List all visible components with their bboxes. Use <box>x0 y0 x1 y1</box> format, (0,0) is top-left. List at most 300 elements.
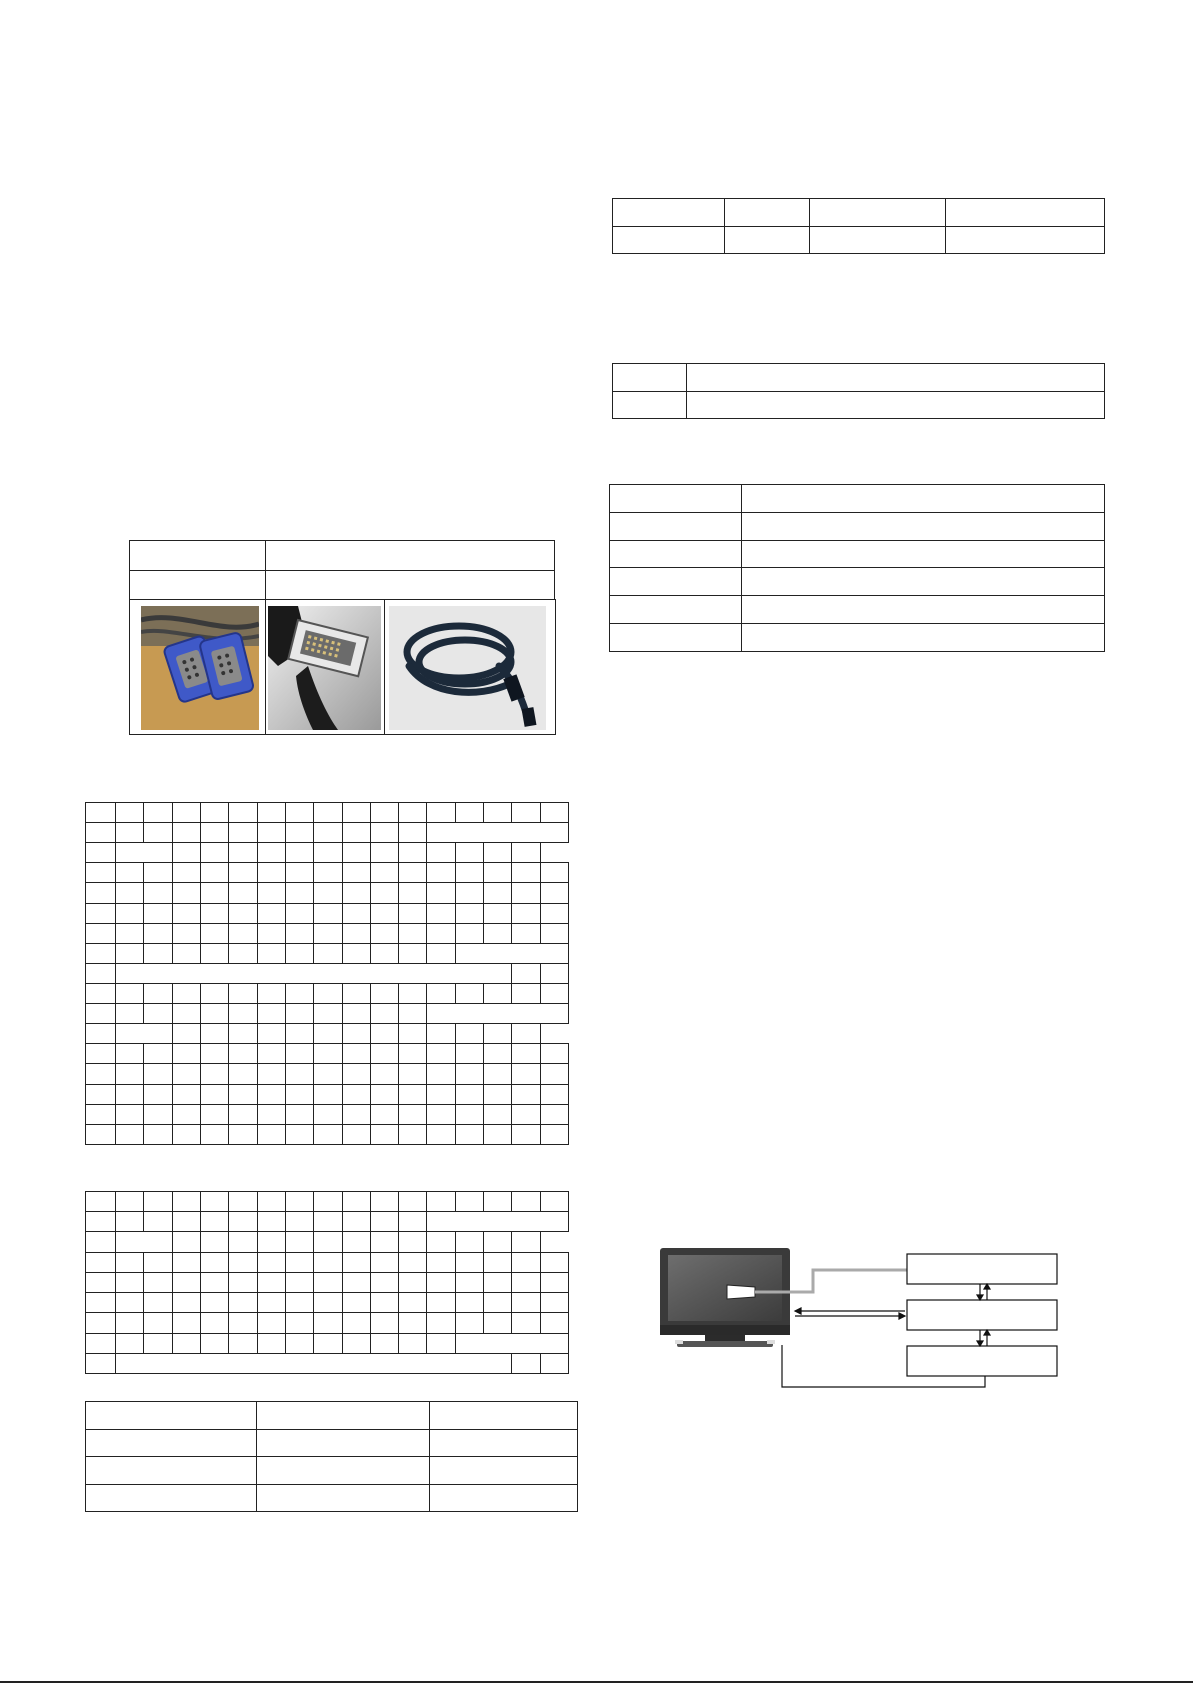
table-cell <box>484 903 512 923</box>
table-cell <box>285 923 313 943</box>
table-cell <box>86 823 116 843</box>
table-cell <box>285 1232 313 1252</box>
table-cell <box>229 1084 257 1104</box>
table-cell <box>285 1272 313 1292</box>
table-cell <box>116 843 173 863</box>
table-cell <box>200 843 228 863</box>
table-cell <box>200 1252 228 1272</box>
table-cell <box>613 391 687 419</box>
table-cell <box>130 570 266 600</box>
table-cell <box>172 923 200 943</box>
table-cell <box>370 1212 398 1232</box>
table-cell <box>314 863 342 883</box>
table-cell <box>172 903 200 923</box>
table-cell <box>86 1104 116 1124</box>
table-cell <box>172 1104 200 1124</box>
table-cell <box>342 1293 370 1313</box>
table-cell <box>314 823 342 843</box>
table-cell <box>399 1064 427 1084</box>
table-cell <box>399 983 427 1003</box>
table-cell <box>285 903 313 923</box>
table-cell <box>86 1402 257 1430</box>
table-cell <box>370 943 398 963</box>
pin-assignment-table-1 <box>85 802 569 1145</box>
table-cell <box>285 1044 313 1064</box>
table-cell <box>342 1192 370 1212</box>
table-cell <box>370 1044 398 1064</box>
up-down-arrows-2 <box>977 1330 990 1346</box>
table-cell <box>285 883 313 903</box>
table-cell <box>342 1004 370 1024</box>
table-cell <box>144 1084 172 1104</box>
table-cell <box>86 1333 116 1353</box>
tv-controller-arrows <box>795 1308 905 1319</box>
table-cell <box>512 1084 540 1104</box>
table-cell <box>257 803 285 823</box>
table-cell <box>342 1333 370 1353</box>
table-cell <box>610 540 742 568</box>
spec-table-lower-right <box>609 484 1105 652</box>
table-cell <box>427 1313 455 1333</box>
table-cell <box>399 1104 427 1124</box>
table-cell <box>512 803 540 823</box>
table-cell <box>172 803 200 823</box>
table-cell <box>455 1192 483 1212</box>
table-cell <box>430 1402 578 1430</box>
table-cell <box>229 1104 257 1124</box>
table-cell <box>229 803 257 823</box>
table-cell <box>86 1044 116 1064</box>
table-cell <box>257 1484 430 1512</box>
table-cell <box>200 1212 228 1232</box>
table-cell <box>266 570 555 600</box>
table-cell <box>370 1252 398 1272</box>
table-cell <box>285 1313 313 1333</box>
summary-table <box>85 1401 578 1512</box>
table-cell <box>172 1084 200 1104</box>
table-cell <box>455 903 483 923</box>
table-cell <box>399 1024 427 1044</box>
table-cell <box>512 1124 540 1144</box>
table-cell <box>172 1192 200 1212</box>
table-cell <box>484 1293 512 1313</box>
table-cell <box>370 1104 398 1124</box>
table-cell <box>229 1064 257 1084</box>
table-cell <box>370 1293 398 1313</box>
table-cell <box>314 983 342 1003</box>
table-cell <box>370 803 398 823</box>
table-cell <box>484 1104 512 1124</box>
table-cell <box>512 883 540 903</box>
table-cell <box>613 364 687 392</box>
table-cell <box>427 1252 455 1272</box>
table-cell <box>342 1064 370 1084</box>
table-cell <box>455 1293 483 1313</box>
table-cell <box>430 1429 578 1457</box>
table-cell <box>946 199 1105 227</box>
table-cell <box>512 903 540 923</box>
table-cell <box>285 1192 313 1212</box>
table-cell <box>540 1044 568 1064</box>
controller-box <box>907 1300 1057 1330</box>
table-cell <box>257 923 285 943</box>
table-cell <box>742 624 1105 652</box>
table-cell <box>257 1232 285 1252</box>
table-cell <box>314 843 342 863</box>
table-cell <box>342 803 370 823</box>
table-cell <box>427 863 455 883</box>
table-cell <box>370 1124 398 1144</box>
table-cell <box>229 903 257 923</box>
page-bottom-rule <box>0 1681 1193 1683</box>
table-cell <box>285 803 313 823</box>
table-cell <box>540 1353 568 1373</box>
table-cell <box>116 1212 144 1232</box>
table-cell <box>370 823 398 843</box>
table-cell <box>742 512 1105 540</box>
table-cell <box>314 803 342 823</box>
table-cell <box>484 1252 512 1272</box>
table-cell <box>144 1192 172 1212</box>
spec-table-top-right <box>612 198 1105 254</box>
table-cell <box>370 843 398 863</box>
connection-diagram <box>655 1245 1065 1395</box>
table-cell <box>427 803 455 823</box>
table-cell <box>484 863 512 883</box>
table-cell <box>455 1064 483 1084</box>
table-cell <box>314 1004 342 1024</box>
table-cell <box>116 943 144 963</box>
table-cell <box>144 1293 172 1313</box>
table-cell <box>427 1084 455 1104</box>
table-cell <box>257 1293 285 1313</box>
table-cell <box>116 1044 144 1064</box>
table-cell <box>257 943 285 963</box>
table-cell <box>427 923 455 943</box>
table-cell <box>484 1084 512 1104</box>
table-cell <box>144 943 172 963</box>
table-cell <box>370 863 398 883</box>
table-cell <box>116 1004 144 1024</box>
table-cell <box>540 903 568 923</box>
table-cell <box>427 1333 455 1353</box>
table-cell <box>285 1024 313 1044</box>
table-cell <box>342 823 370 843</box>
spec-table-mid-right <box>612 363 1105 419</box>
table-cell <box>172 883 200 903</box>
table-cell <box>257 1192 285 1212</box>
table-cell <box>229 1272 257 1292</box>
table-cell <box>427 943 455 963</box>
table-cell <box>512 1104 540 1124</box>
table-cell <box>314 1024 342 1044</box>
table-cell <box>86 923 116 943</box>
table-cell <box>257 1104 285 1124</box>
table-cell <box>455 1272 483 1292</box>
table-cell <box>484 883 512 903</box>
table-cell <box>430 1484 578 1512</box>
table-cell <box>86 863 116 883</box>
table-cell <box>229 1004 257 1024</box>
table-cell <box>229 1333 257 1353</box>
table-cell <box>512 923 540 943</box>
table-cell <box>540 803 568 823</box>
table-cell <box>455 1024 483 1044</box>
table-cell <box>455 923 483 943</box>
table-cell <box>86 1192 116 1212</box>
table-cell <box>257 843 285 863</box>
table-cell <box>116 1192 144 1212</box>
table-cell <box>455 1252 483 1272</box>
pin-assignment-table-2 <box>85 1191 569 1374</box>
table-cell <box>172 1232 200 1252</box>
table-cell <box>342 1272 370 1292</box>
table-cell <box>144 1252 172 1272</box>
table-cell <box>144 1124 172 1144</box>
table-cell <box>257 1252 285 1272</box>
table-cell <box>116 963 512 983</box>
table-cell <box>172 1064 200 1084</box>
table-cell <box>229 923 257 943</box>
table-cell <box>200 863 228 883</box>
table-cell <box>399 1272 427 1292</box>
table-cell <box>116 803 144 823</box>
table-cell <box>144 823 172 843</box>
table-cell <box>229 943 257 963</box>
table-cell <box>512 1064 540 1084</box>
table-cell <box>484 803 512 823</box>
table-cell <box>455 1313 483 1333</box>
table-cell <box>484 1192 512 1212</box>
table-cell <box>116 1124 144 1144</box>
table-cell <box>725 226 810 254</box>
table-cell <box>427 1124 455 1144</box>
table-cell <box>229 983 257 1003</box>
table-cell <box>540 1313 568 1333</box>
table-cell <box>484 1124 512 1144</box>
table-cell <box>342 1124 370 1144</box>
table-cell <box>370 883 398 903</box>
table-cell <box>86 1484 257 1512</box>
table-cell <box>512 863 540 883</box>
table-cell <box>610 568 742 596</box>
table-cell <box>512 1353 540 1373</box>
table-cell <box>144 803 172 823</box>
table-cell <box>370 1064 398 1084</box>
table-cell <box>86 1293 116 1313</box>
table-cell <box>116 1104 144 1124</box>
table-cell <box>257 883 285 903</box>
table-cell <box>285 1252 313 1272</box>
table-cell <box>86 1084 116 1104</box>
table-cell <box>540 1084 568 1104</box>
hdmi-cable-icon <box>389 606 546 730</box>
table-cell <box>342 943 370 963</box>
table-cell <box>200 1104 228 1124</box>
table-cell <box>427 1232 455 1252</box>
dvi-cable-photo <box>268 606 381 730</box>
table-cell <box>314 1293 342 1313</box>
table-cell <box>285 1004 313 1024</box>
table-cell <box>742 596 1105 624</box>
table-cell <box>144 983 172 1003</box>
table-cell <box>370 1333 398 1353</box>
table-cell <box>427 1044 455 1064</box>
table-cell <box>86 843 116 863</box>
table-cell <box>172 1293 200 1313</box>
table-cell <box>399 803 427 823</box>
table-cell <box>610 512 742 540</box>
table-cell <box>399 883 427 903</box>
table-cell <box>116 1024 173 1044</box>
table-cell <box>257 1429 430 1457</box>
table-cell <box>342 883 370 903</box>
table-cell <box>455 1104 483 1124</box>
table-cell <box>257 1004 285 1024</box>
table-cell <box>540 863 568 883</box>
table-cell <box>172 1044 200 1064</box>
table-cell <box>86 1124 116 1144</box>
table-cell <box>725 199 810 227</box>
cable-spec-table <box>129 540 555 600</box>
tv-icon <box>660 1248 790 1347</box>
table-cell <box>200 1084 228 1104</box>
table-cell <box>86 1024 116 1044</box>
vga-connector-icon <box>141 606 259 730</box>
table-cell <box>370 1232 398 1252</box>
table-cell <box>540 1192 568 1212</box>
table-cell <box>86 1272 116 1292</box>
table-cell <box>144 883 172 903</box>
table-cell <box>540 923 568 943</box>
table-cell <box>427 843 455 863</box>
table-cell <box>399 1044 427 1064</box>
table-cell <box>342 1232 370 1252</box>
table-cell <box>427 883 455 903</box>
table-cell <box>86 1457 257 1485</box>
table-cell <box>200 883 228 903</box>
table-cell <box>285 1104 313 1124</box>
table-cell <box>257 863 285 883</box>
hdmi-cable-photo <box>389 606 546 730</box>
table-cell <box>399 903 427 923</box>
table-cell <box>314 883 342 903</box>
table-cell <box>285 1124 313 1144</box>
table-cell <box>399 1004 427 1024</box>
table-cell <box>229 1212 257 1232</box>
table-cell <box>512 963 540 983</box>
table-cell <box>86 1313 116 1333</box>
table-cell <box>86 903 116 923</box>
table-cell <box>200 1004 228 1024</box>
table-cell <box>314 1192 342 1212</box>
table-cell <box>512 1293 540 1313</box>
table-cell <box>455 983 483 1003</box>
table-cell <box>257 1064 285 1084</box>
table-cell <box>144 863 172 883</box>
table-cell <box>229 823 257 843</box>
table-cell <box>116 1353 512 1373</box>
table-cell <box>172 1252 200 1272</box>
table-cell <box>427 1293 455 1313</box>
table-cell <box>144 1104 172 1124</box>
table-cell <box>512 1252 540 1272</box>
table-cell <box>172 943 200 963</box>
table-cell <box>540 963 568 983</box>
table-cell <box>200 823 228 843</box>
table-cell <box>86 883 116 903</box>
table-cell <box>540 883 568 903</box>
table-cell <box>399 1212 427 1232</box>
table-cell <box>430 1457 578 1485</box>
table-cell <box>200 1313 228 1333</box>
table-cell <box>229 1044 257 1064</box>
table-cell <box>314 943 342 963</box>
table-cell <box>144 1044 172 1064</box>
table-cell <box>314 923 342 943</box>
table-cell <box>172 843 200 863</box>
table-cell <box>172 1124 200 1144</box>
table-cell <box>342 1212 370 1232</box>
table-cell <box>399 823 427 843</box>
table-cell <box>257 1333 285 1353</box>
table-cell <box>427 1004 569 1024</box>
table-cell <box>116 1232 173 1252</box>
table-cell <box>200 903 228 923</box>
table-cell <box>484 1064 512 1084</box>
table-cell <box>399 1252 427 1272</box>
table-cell <box>342 983 370 1003</box>
table-cell <box>370 1313 398 1333</box>
table-cell <box>200 1024 228 1044</box>
table-cell <box>144 1004 172 1024</box>
table-cell <box>285 843 313 863</box>
table-cell <box>86 1004 116 1024</box>
table-cell <box>540 983 568 1003</box>
dvi-connector-icon <box>268 606 381 730</box>
table-cell <box>540 1064 568 1084</box>
table-cell <box>116 863 144 883</box>
table-cell <box>144 903 172 923</box>
table-cell <box>86 983 116 1003</box>
table-cell <box>314 1232 342 1252</box>
table-cell <box>257 1124 285 1144</box>
table-cell <box>370 923 398 943</box>
table-cell <box>266 541 555 571</box>
table-cell <box>257 1212 285 1232</box>
table-cell <box>610 596 742 624</box>
table-cell <box>314 1064 342 1084</box>
table-cell <box>427 1272 455 1292</box>
table-cell <box>370 1024 398 1044</box>
table-cell <box>314 1313 342 1333</box>
table-cell <box>613 226 725 254</box>
table-cell <box>144 1064 172 1084</box>
table-cell <box>144 1212 172 1232</box>
table-cell <box>172 1333 200 1353</box>
table-cell <box>455 1044 483 1064</box>
table-cell <box>484 1024 512 1044</box>
table-cell <box>370 903 398 923</box>
table-cell <box>540 1104 568 1124</box>
table-cell <box>172 1212 200 1232</box>
table-cell <box>229 843 257 863</box>
table-cell <box>455 1232 483 1252</box>
table-cell <box>427 1104 455 1124</box>
table-cell <box>342 903 370 923</box>
table-cell <box>86 1212 116 1232</box>
table-cell <box>285 1293 313 1313</box>
